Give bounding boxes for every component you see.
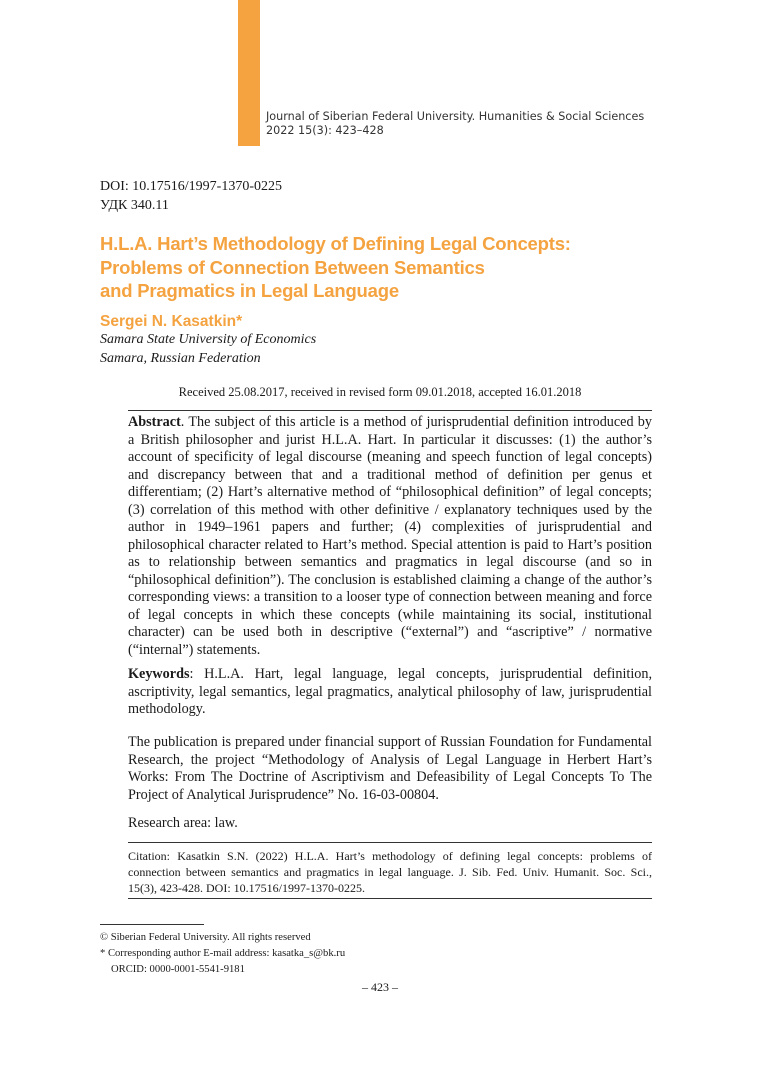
citation: Citation: Kasatkin S.N. (2022) H.L.A. Hart’s methodology of defining legal concepts: problems of connection between semantics and pragmatics in legal language. J. Sib. Fed. Univ. Humanit. Soc. Sci., 15(3), 423-428. DOI: 10.17516/1997-1370-0225.: [128, 849, 652, 896]
affiliation-location: Samara, Russian Federation: [100, 351, 261, 366]
doi: DOI: 10.17516/1997-1370-0225: [100, 179, 282, 194]
journal-header: [266, 110, 644, 137]
copyright-note: © Siberian Federal University. All rights reserved: [100, 932, 311, 943]
footnotes: [100, 930, 345, 979]
header-accent-bar: [238, 0, 260, 146]
orcid-note: ORCID: 0000-0001-5541-9181: [111, 964, 245, 976]
research-area: Research area: law.: [128, 815, 238, 831]
author-affiliation: [100, 330, 316, 368]
udk: УДК 340.11: [100, 198, 169, 213]
received-dates: Received 25.08.2017, received in revised form 09.01.2018, accepted 16.01.2018: [178, 385, 582, 399]
footnote-rule: [100, 924, 204, 925]
funding-note: The publication is prepared under financial support of Russian Foundation for Fundamental Research, the project “Methodology of Analysis of Legal Language in Herbert Hart’s Works: From The Doctrine of Ascriptivism and Defeasibility of Legal Concepts To The Project of Analytical Jurisprudence” No. 16-03-00804.: [128, 734, 652, 803]
title-line-1: H.L.A. Hart’s Methodology of Defining Legal Concepts:: [100, 233, 571, 254]
journal-issue: 2022 15(3): 423–428: [266, 123, 384, 137]
keywords: [128, 666, 652, 719]
abstract-text: . The subject of this article is a method of jurisprudential definition introduced by a British philosopher and jurist H.L.A. Hart. In particular it discusses: (1) the author’s account of specificity of legal discourse (meaning and speech function of legal concepts) and discrepancy between that and a traditional method of definition per genus et differentiam; (2) Hart’s alternative method of “philosophical definition” of legal concepts; (3) correlation of this method with other definitive / explanatory techniques used by the author in 1949–1961 papers and further; (4) complexities of jurisprudential and philosophical character related to Hart’s method. Special attention is paid to Hart’s position as to relationship between semantics and pragmatics in legal discourse (and so in “philosophical definition”). The conclusion is established claiming a change of the author’s corresponding views: a transition to a looser type of connection between meaning and force of legal concepts in which these concepts (while maintaining its social, institutional character) can be used both in descriptive (“external”) and “ascriptive” / normative (“internal”) statements.: [128, 414, 652, 658]
abstract: [128, 414, 652, 659]
article-title: [100, 232, 660, 303]
page-number: – 423 –: [362, 980, 398, 994]
keywords-label: Keywords: [128, 666, 190, 682]
corresponding-author-note: * Corresponding author E-mail address: kasatka_s@bk.ru: [100, 948, 346, 960]
affiliation-institution: Samara State University of Economics: [100, 332, 317, 347]
abstract-label: Abstract: [128, 414, 181, 430]
title-line-3: and Pragmatics in Legal Language: [100, 280, 399, 301]
keywords-text: : H.L.A. Hart, legal language, legal concepts, jurisprudential definition, ascriptivity, legal semantics, legal pragmatics, analytical philosophy of law, jurisprudential methodology.: [128, 666, 652, 717]
citation-top-rule: [128, 842, 652, 843]
title-line-2: Problems of Connection Between Semantics: [100, 256, 485, 278]
article-identifiers: [100, 177, 282, 215]
citation-bottom-rule: [128, 898, 652, 899]
abstract-top-rule: [128, 410, 652, 411]
author-name: Sergei N. Kasatkin*: [100, 313, 243, 330]
journal-name: Journal of Siberian Federal University. Humanities & Social Sciences: [266, 110, 645, 123]
